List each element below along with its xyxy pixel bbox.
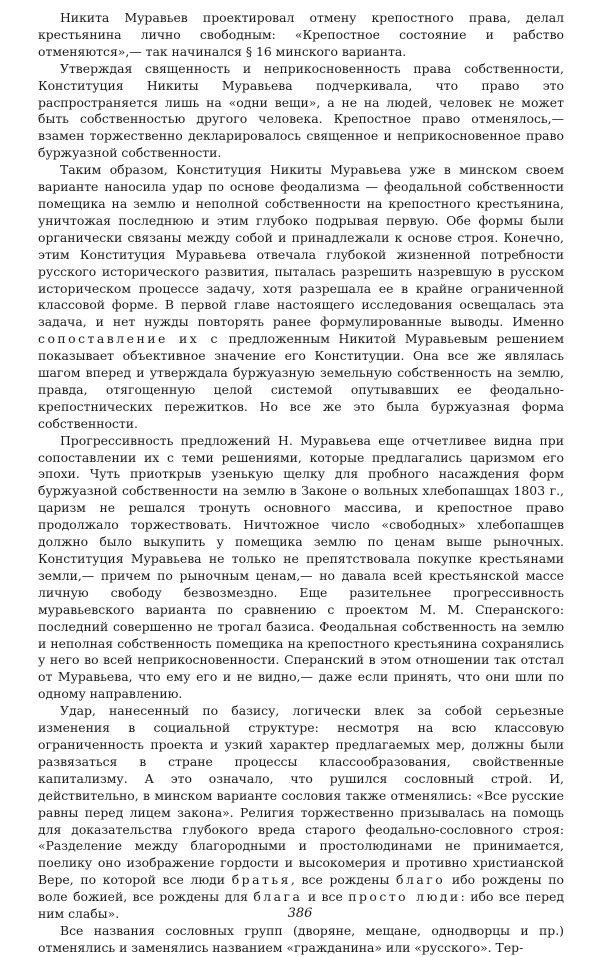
emphasized-text: сопоставление их с (38, 331, 220, 347)
paragraph (38, 433, 564, 704)
emphasized-text: братья (231, 872, 291, 888)
emphasized-text: просто люди (348, 889, 461, 905)
text-run: Никита Муравьев проектировал отмену крепостного права, делал крестьянина лично свободным: «Крепостное состояние и рабство отменяются»,— так начинался § 16 минского варианта. (38, 10, 564, 59)
text-run: : ибо все перед ним слабы». (38, 889, 564, 922)
text-run: ибо рождены по воле божией, все рождены для (38, 872, 565, 905)
paragraph (38, 703, 564, 923)
text-run: , все рождены (290, 872, 397, 888)
paragraph (38, 162, 564, 433)
page-number: 386 (287, 906, 313, 921)
text-run: Прогрессивность предложений Н. Муравьева еще отчетливее видна при сопоставлении их с теми решениями, которые предлагались царизмом его эпохи. Чуть приоткрыв узенькую щелку для пробного насаждения форм буржуазной собственности на землю в Законе о вольных хлебопашцах 1803 г., царизм не решался тронуть основного массива, и крепостное право продолжало торжествовать. Ничтожное число «свободных» хлебопашцев должно было выкупить у помещика землю по ценам выше рыночных. Конституция Муравьева не только не препятствовала покупке крестьянами земли,— причем по рыночным ценам,— но давала всей крестьянской массе личную свободу безвозмездно. Еще разительнее прогрессивность муравьевского варианта по сравнению с проектом М. М. Сперанского: последний совершенно не трогал базиса. Феодальная собственность на землю и неполная собственность помещика на крепостного крестьянина сохранялись у него во всей неприкосновенности. Сперанский в этом отношении так отстал от Муравьева, что ему его и не видно,— даже если принять, что они шли по одному направлению. (38, 432, 564, 702)
text-run: Таким образом, Конституция Никиты Муравьева уже в минском своем варианте наносила удар по основе феодализма — феодальной собственности помещика на землю и неполной собственности на крепостного крестьянина, уничтожая последнюю и этим глубоко подрывая первую. Обе формы были органически связаны между собой и принадлежали к основе строя. Конечно, этим Конституция Муравьева отвечала глубокой жизненной потребности русского исторического развития, пыталась разрешить назревшую в русском историческом процессе задачу, хотя разрешала ее в крайне ограниченной классовой форме. В первой главе настоящего исследования освещалась эта задача, и нет нужды повторять ранее формулированные выводы. Именно (38, 162, 564, 330)
text-run: Утверждая священность и неприкосновенность права собственности, Конституция Никиты Муравьева подчеркивала, что право это распространяется лишь на «одни вещи», а не на людей, человек не может быть собственностью другого человека. Крепостное право отменялось,— взамен торжественно декларировалось священное и неприкосновенное право буржуазной собственности. (38, 60, 564, 161)
emphasized-text: блага (253, 889, 303, 905)
text-run: предложенным Никитой Муравьевым решением показывает объективное значение его Конституции. Она все же являлась шагом вперед и утверждала буржуазную земельную собственность на землю, правда, отягощенную целой системой опутывавших ее феодально-крепостнических пережитков. Но все же это была буржуазная форма собственности. (38, 331, 564, 431)
text-run: Удар, нанесенный по базису, логически влек за собой серьезные изменения в социальной структуре: несмотря на всю классовую ограниченность проекта и узкий характер предлагаемых мер, должны были развязаться в стране процессы классообразования, свойственные капитализму. А это означало, что рушился сословный строй. И, действительно, в минском варианте сословия также отменялись: «Все русские равны перед лицем закона». Религия торжественно призывалась на помощь для доказательства глубокого вреда старого феодально-сословного строя: «Разделение между благородными и простолюдинами не принимается, поелику оно изображение гордости и высокомерия и противно христианской Вере, по которой все люди (38, 703, 564, 888)
emphasized-text: благо (396, 872, 446, 888)
text-run: и все (302, 889, 349, 905)
text-run: Все названия сословных групп (дворяне, мещане, однодворцы и пр.) отменялись и заменялись названием «гражданина» или «русского». Тер- (38, 922, 564, 955)
paragraph (38, 61, 564, 162)
paragraph (38, 10, 564, 61)
text-body (38, 10, 564, 957)
